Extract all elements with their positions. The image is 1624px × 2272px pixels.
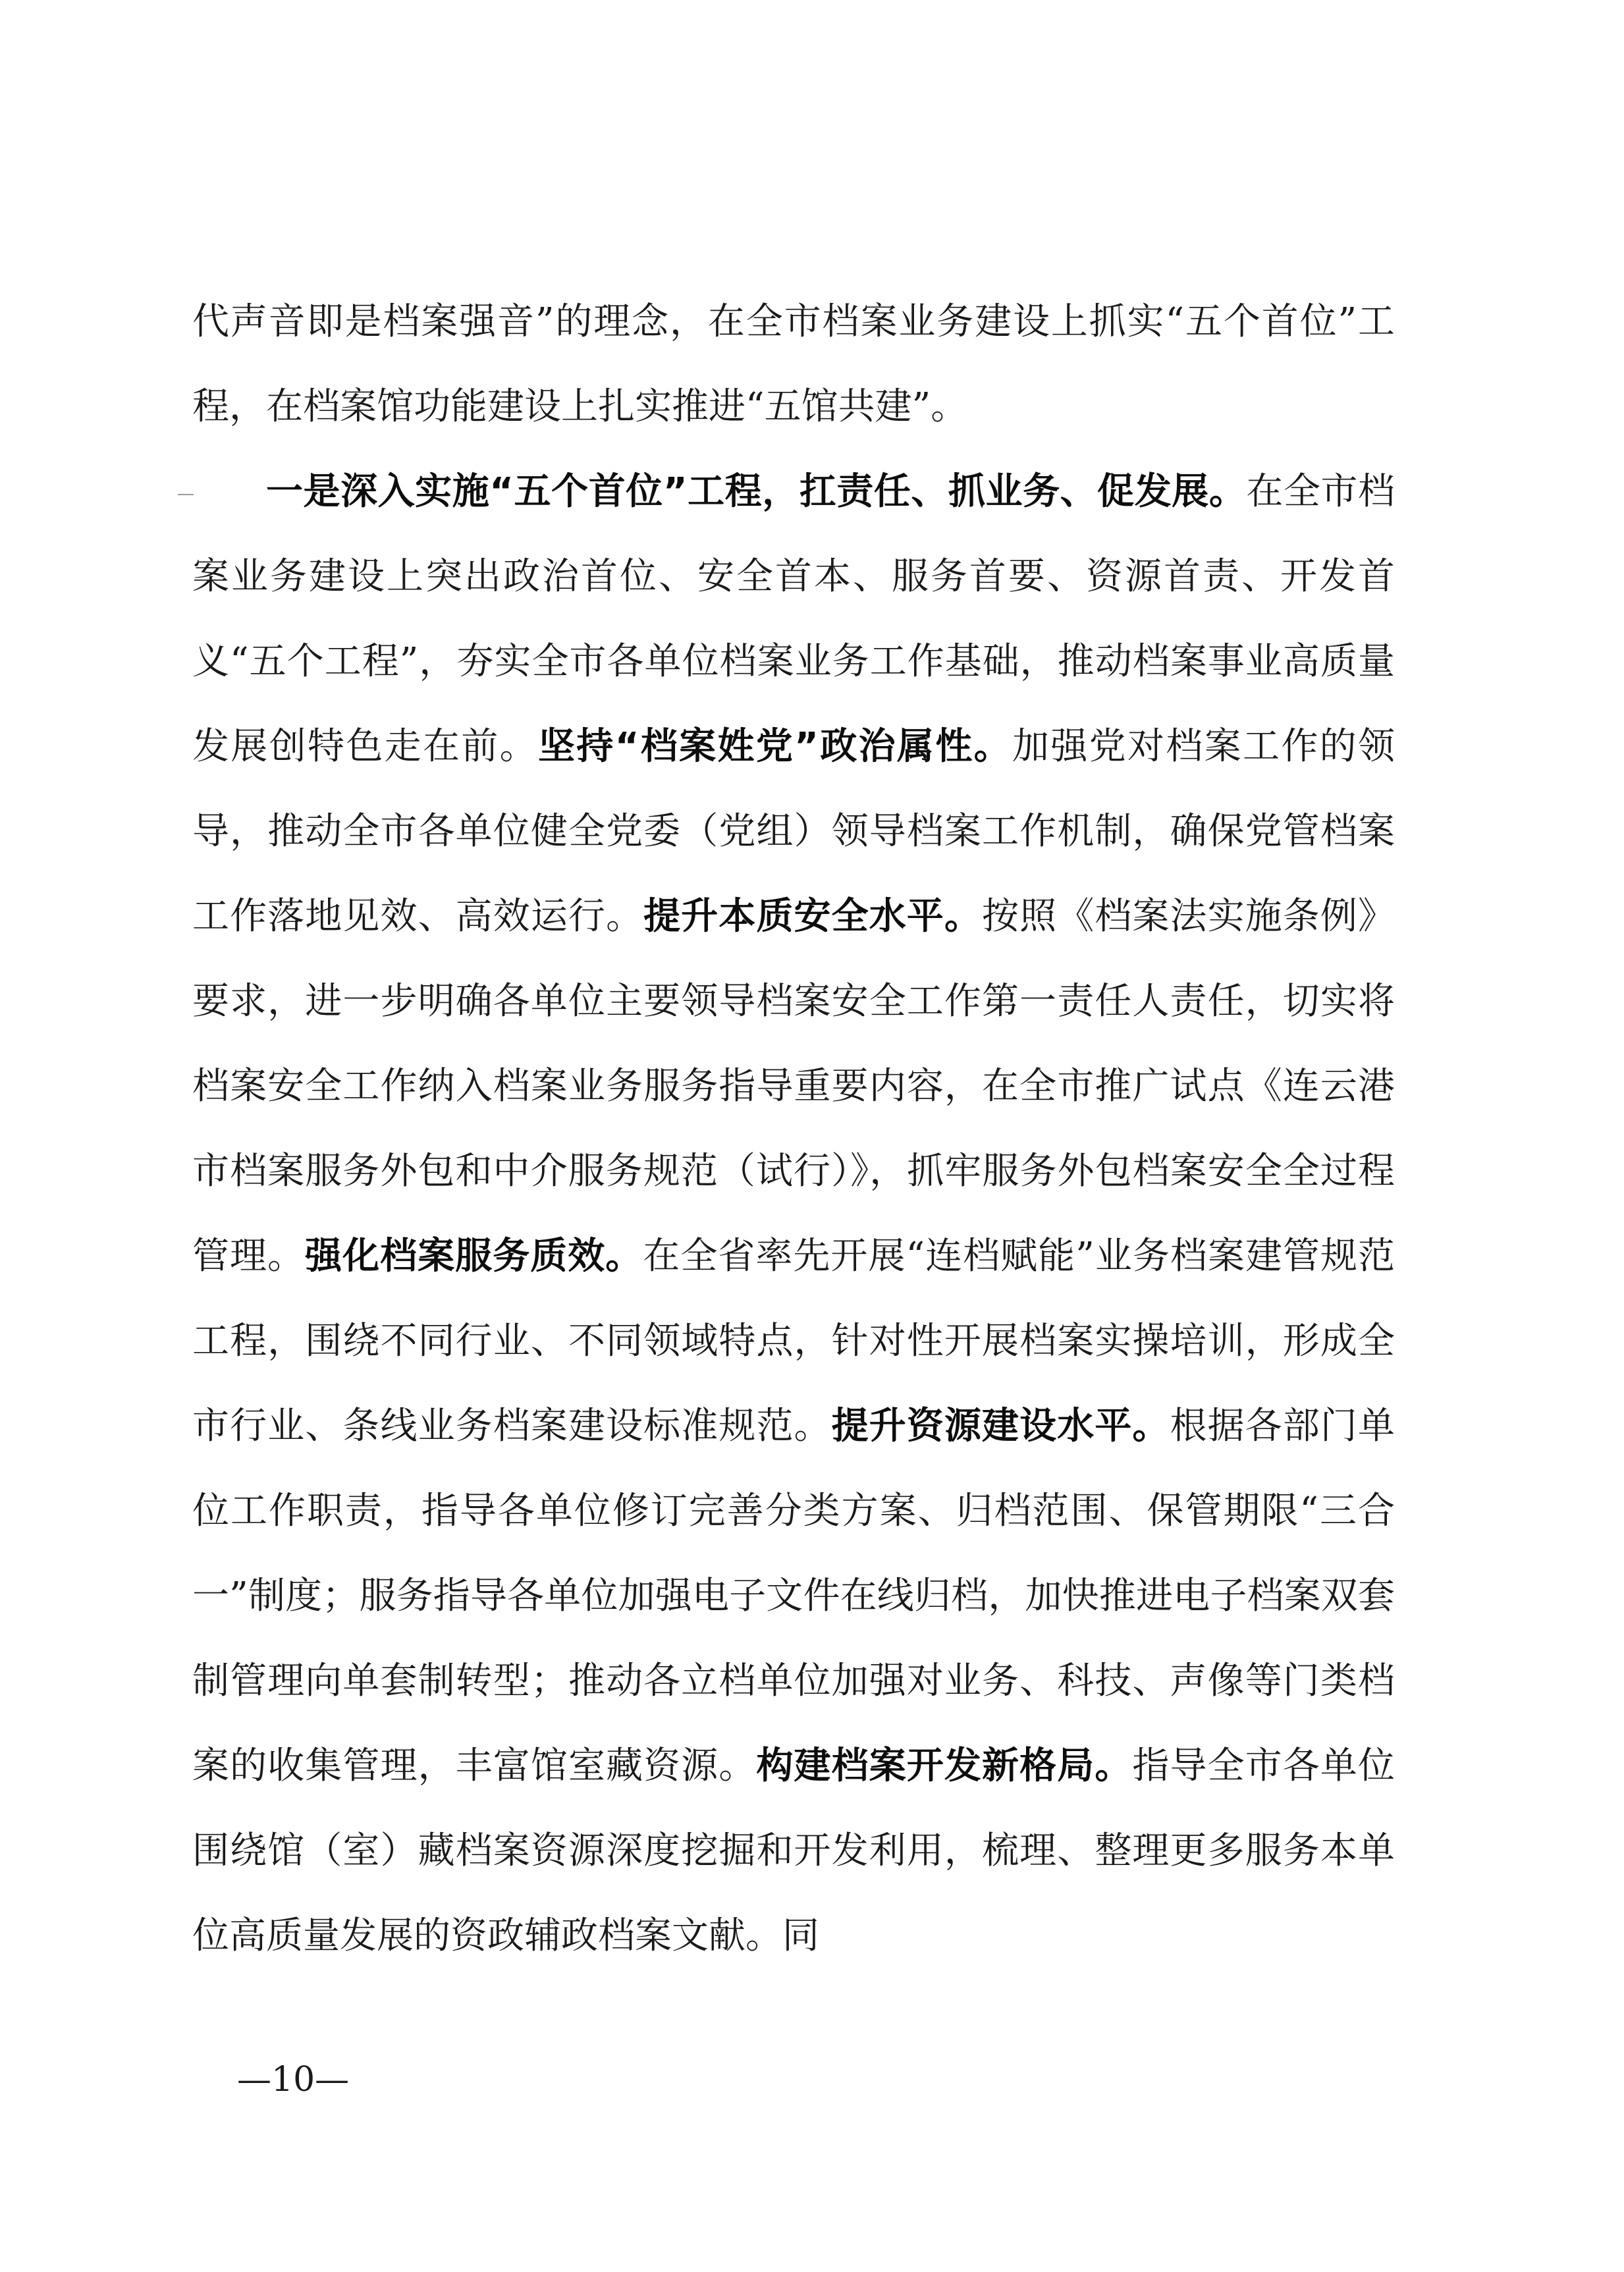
text-segment: 指导全市各单位围绕馆（室）藏档案资源深度挖掘和开发利用，梳理、整理更多服务本单位高质量发展的资政辅政档案文献。同: [192, 1745, 1395, 1957]
bold-heading-segment: 构建档案开发新格局。: [756, 1745, 1133, 1787]
text-segment: 在全省率先开展“连档赋能”业务档案建管规范工程，围绕不同行业、不同领域特点，针对性开展档案实操培训，形成全市行业、条线业务档案建设标准规范。: [192, 1235, 1395, 1447]
margin-mark: [178, 494, 194, 495]
paragraph: [192, 449, 1395, 1978]
text-segment: 根据各部门单位工作职责，指导各单位修订完善分类方案、归档范围、保管期限“三合一”制度；服务指导各单位加强电子文件在线归档，加快推进电子档案双套制管理向单套制转型；推动各立档单位加强对业务、科技、声像等门类档案的收集管理，丰富馆室藏资源。: [192, 1405, 1395, 1787]
paragraph: [192, 279, 1395, 449]
bold-heading-segment: 一是深入实施“五个首位”工程，扛责任、抓业务、促发展。: [266, 470, 1247, 513]
text-segment: 按照《档案法实施条例》要求，进一步明确各单位主要领导档案安全工作第一责任人责任，切实将档案安全工作纳入档案业务服务指导重要内容，在全市推广试点《连云港市档案服务外包和中介服务规范（试行）》，抓牢服务外包档案安全全过程管理。: [192, 895, 1395, 1278]
bold-heading-segment: 强化档案服务质效。: [305, 1235, 643, 1278]
text-segment: 代声音即是档案强音”的理念，在全市档案业务建设上抓实“五个首位”工程，在档案馆功能建设上扎实推进“五馆共建”。: [192, 300, 1395, 428]
bold-heading-segment: 提升资源建设水平。: [831, 1405, 1170, 1447]
page-number: —10—: [237, 2060, 350, 2099]
text-segment: 在全市档案业务建设上突出政治首位、安全首本、服务首要、资源首责、开发首义“五个工程”，夯实全市各单位档案业务工作基础，推动档案事业高质量发展创特色走在前。: [192, 470, 1395, 768]
text-segment: 加强党对档案工作的领导，推动全市各单位健全党委（党组）领导档案工作机制，确保党管档案工作落地见效、高效运行。: [192, 725, 1395, 938]
body-text: [192, 279, 1395, 1978]
bold-heading-segment: 坚持“档案姓党”政治属性。: [538, 725, 1012, 768]
bold-heading-segment: 提升本质安全水平。: [643, 895, 983, 938]
